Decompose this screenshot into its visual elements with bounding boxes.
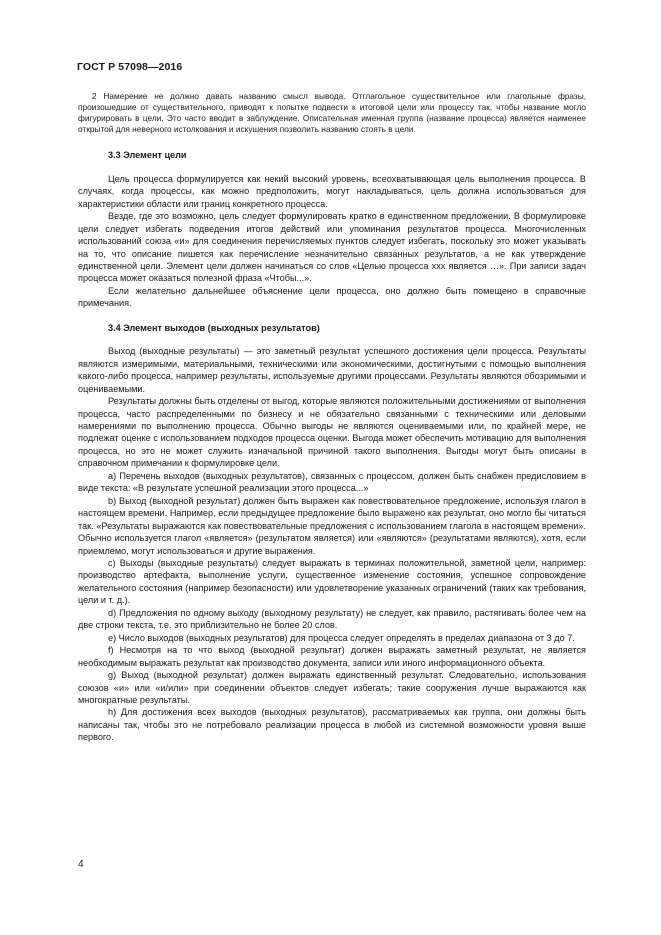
document-header: ГОСТ Р 57098—2016 <box>77 61 183 73</box>
list-item: а) Перечень выходов (выходных результатов), связанных с процессом, должен быть снабжен предисловием в виде текста: «В результате успешной реализации этого процесса...» <box>78 470 586 494</box>
document-body <box>78 91 586 744</box>
note-text: 2 Намерение не должно давать названию смысл вывода. Отглагольное существительное или глагольные фразы, произошедшие от существительного, приводят к попытке подвести к итоговой цели или процессу так, чтобы название могло фигурировать в цели. Это часто вводит в заблуждение. Описательная именная группа (название процесса) является наименее открытой для неверного истолкования и искушения позволить названию стоять в цели. <box>78 91 586 135</box>
note-block <box>78 91 586 135</box>
paragraph: Везде, где это возможно, цель следует формулировать кратко в единственном предложении. В формулировке цели следует избегать подведения итогов действий или упоминания результатов процесса. Многочисленных использований союза «и» для соединения перечисляемых пунктов следует избегать, поскольку это может указывать на то, что описание пишется как перечисление незначительно связанных результатов, а не как утверждение единственной цели. Элемент цели должен начинаться со слов «Целью процесса xxx является …». При записи задач процесса может оказаться полезной фраза «Чтобы...». <box>78 211 586 284</box>
paragraph: Если желательно дальнейшее объяснение цели процесса, оно должно быть помещено в справочные примечания. <box>78 285 586 309</box>
list-item: h) Для достижения всех выходов (выходных результатов), рассматриваемых как группа, они должны быть написаны так, чтобы это не потребовало реализации процесса в любой из системной возможности уровня выше первого. <box>78 707 586 743</box>
list-item: d) Предложения по одному выходу (выходному результату) не следует, как правило, растягивать более чем на две строки текста, т.е. это приблизительно не более 20 слов. <box>78 607 586 631</box>
list-item: f) Несмотря на то что выход (выходной результат) должен выражать заметный результат, не является необходимым выражать результат как производство документа, записи или иного информационного объекта. <box>78 645 586 668</box>
paragraph: Результаты должны быть отделены от выгод, которые являются положительными достижениями от выполнения процесса, часто распределенными по бизнесу и не обязательно связанными с техническими или деловыми намерениями по выполнению процесса. Обычно выгоды не являются оцениваемыми или, по крайней мере, не подлежат оценке с использованием подходов процесса оценки. Выгода может обеспечить мотивацию для выполнения процесса, но это не может служить изначальной причиной такого выполнения. Выгоды могут быть описаны в справочном примечании к формулировке цели. <box>78 396 586 469</box>
paragraph: Цель процесса формулируется как некий высокий уровень, всеохватывающая цель выполнения процесса. В случаях, когда процессы, как можно предположить, могут накладываться, цель должна использоваться для характеристики области или границ конкретного процесса. <box>78 173 586 209</box>
list-item: с) Выходы (выходные результаты) следует выражать в терминах положительной, заметной цели, например: производство артефакта, выполнение услуги, существенное изменение состояния, успешное сопровождение желательного состояния (например безопасности) или удовлетворение указанных ограничений (таких как требования, цели и т. д.). <box>78 557 586 606</box>
list-item: g) Выход (выходной результат) должен выражать единственный результат. Следовательно, использования союзов «и» или «и/или» при соединении объектов следует избегать; такие сооружения лучше выражаются как многократные результаты. <box>78 670 586 705</box>
section-3-3-title: 3.3 Элемент цели <box>108 150 187 161</box>
list-item: b) Выход (выходной результат) должен быть выражен как повествовательное предложение, используя глагол в настоящем времени. Например, если предыдущее предложение было выражено как результат, оно могло бы читаться так. «Результаты выражаются как повествовательные предложения с использованием глагола в настоящем времени». Обычно используется глагол «является» (результатом является) или «являются» (результатами являются), хотя, если приемлемо, могут использоваться и другие выражения. <box>78 495 586 556</box>
section-3-4-title: 3.4 Элемент выходов (выходных результатов) <box>108 322 320 333</box>
page-number: 4 <box>78 859 84 870</box>
paragraph: Выход (выходные результаты) — это заметный результат успешного достижения цели процесса. Результаты являются измеримыми, материальными, техническими или экономическими, достигнутыми с помощью выполнения какого-либо процесса, например результаты, используемые другими процессами. Результаты являются обозримыми и оцениваемыми. <box>78 346 586 394</box>
list-item: е) Число выходов (выходных результатов) для процесса следует определять в пределах диапазона от 3 до 7. <box>108 632 575 643</box>
